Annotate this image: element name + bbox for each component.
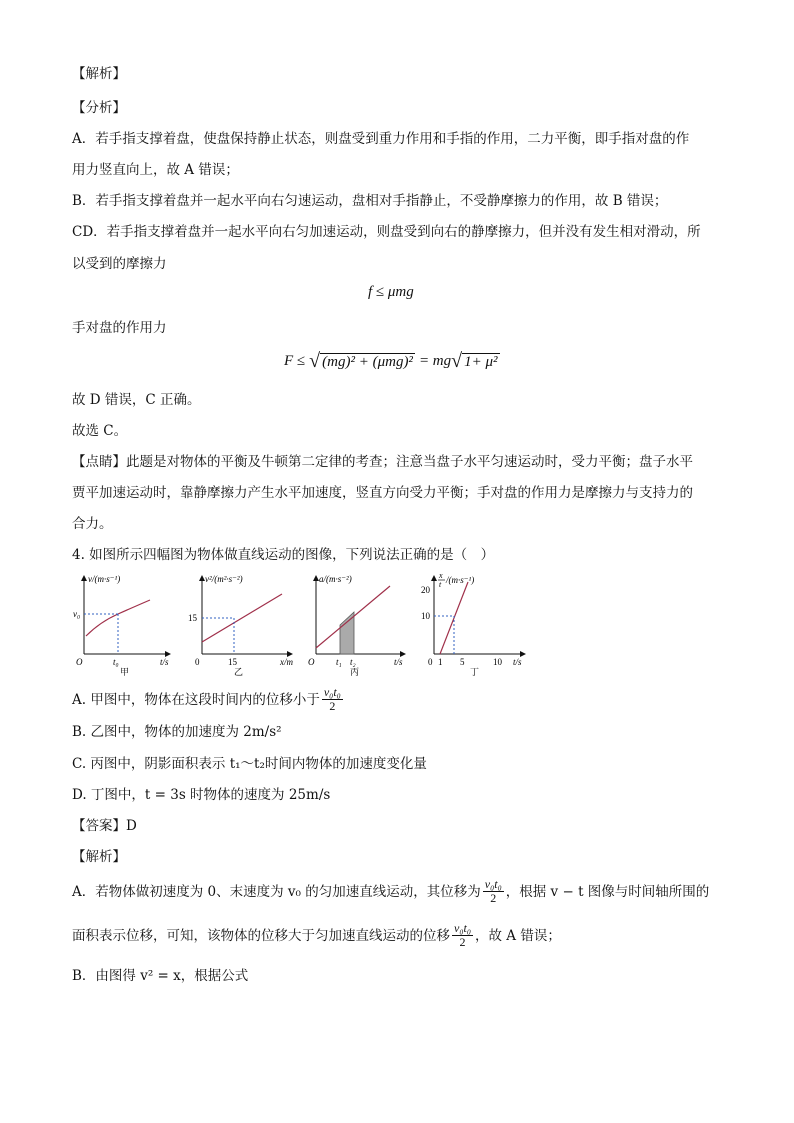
text-jiexi: 【解析】 xyxy=(72,66,126,82)
ding-name: 丁 xyxy=(470,667,480,677)
ding-ytick10: 10 xyxy=(421,611,430,621)
text-a-line2: 用力竖直向上，故 A 错误； xyxy=(72,162,239,178)
jia-xlabel: t/s xyxy=(160,657,169,667)
text-choose: 故选 C。 xyxy=(72,423,128,439)
option-a-num: v₀t₀ xyxy=(323,685,341,699)
jia-origin: O xyxy=(76,657,83,667)
bing-t2: t₂ xyxy=(350,657,356,667)
graph-bing xyxy=(308,574,405,677)
graph-yi xyxy=(188,574,293,677)
text-dianjing-line2: 贾平加速运动时，靠静摩擦力产生水平加速度，竖直方向受力平衡；手对盘的作用力是摩擦力与支持力的 xyxy=(72,485,693,501)
exp-a1-post: ，根据 v − t 图像与时间轴所围的 xyxy=(505,883,710,900)
option-a-den: 2 xyxy=(329,699,336,713)
ding-yfrac-den: t xyxy=(439,580,442,589)
jia-x0: t₀ xyxy=(113,657,119,667)
jia-y0: v₀ xyxy=(73,609,81,619)
bing-origin: O xyxy=(308,657,315,667)
exp-a1-num: v₀t₀ xyxy=(484,877,502,891)
eq2-left: F ≤ xyxy=(284,353,306,369)
ding-xt5: 5 xyxy=(460,657,465,667)
ding-xlabel: t/s xyxy=(513,657,522,667)
option-b: B. 乙图中，物体的加速度为 2m/s² xyxy=(72,724,282,740)
option-a-text: A. 甲图中，物体在这段时间内的位移小于 xyxy=(72,691,320,708)
yi-name: 乙 xyxy=(234,667,244,677)
text-jiexi-2: 【解析】 xyxy=(72,849,126,865)
bing-ylabel: a/(m·s⁻²) xyxy=(319,574,352,584)
exp-a2-post: ，故 A 错误； xyxy=(475,927,561,944)
exp-a1-den: 2 xyxy=(490,891,497,905)
text-dianjing-line1: 【点睛】此题是对物体的平衡及牛顿第二定律的考查；注意当盘子水平匀速运动时，受力平衡；盘子水平 xyxy=(72,454,693,470)
ding-xt1: 1 xyxy=(438,657,443,667)
eq2-radicand: (mg)² + (μmg)² xyxy=(322,353,413,370)
exp-a1-fraction xyxy=(483,878,504,905)
text-cd-line2: 以受到的摩擦力 xyxy=(72,256,167,272)
answer: 【答案】D xyxy=(72,818,137,834)
yi-ytick: 15 xyxy=(188,613,197,623)
eq2-radicand-2: 1+ μ² xyxy=(464,353,498,370)
q4-graphs xyxy=(0,570,794,680)
explanation-b: B．由图得 v² = x，根据公式 xyxy=(72,968,249,984)
explanation-a-line2 xyxy=(72,922,561,949)
exp-a2-num: v₀t₀ xyxy=(454,921,472,935)
option-d: D. 丁图中，t = 3s 时物体的速度为 25m/s xyxy=(72,787,331,803)
yi-xtick: 15 xyxy=(228,657,237,667)
ding-xt10: 10 xyxy=(493,657,502,667)
exp-a2-den: 2 xyxy=(459,935,466,949)
yi-origin: 0 xyxy=(195,657,200,667)
question-4-stem: 4. 如图所示四幅图为物体做直线运动的图像，下列说法正确的是（ ） xyxy=(72,547,495,563)
exp-a1-pre: A．若物体做初速度为 0、末速度为 v₀ 的匀加速直线运动，其位移为 xyxy=(72,883,481,900)
text-fenxi: 【分析】 xyxy=(72,100,126,116)
text-cd-line1: CD．若手指支撑着盘并一起水平向右匀加速运动，则盘受到向右的静摩擦力，但并没有发生相对滑动，所 xyxy=(72,224,701,240)
eq2-mid: = mg xyxy=(418,353,452,369)
ding-ytick20: 20 xyxy=(421,585,430,595)
exp-a2-fraction xyxy=(452,922,473,949)
graph-ding xyxy=(421,571,525,677)
text-dianjing-line3: 合力。 xyxy=(72,516,113,532)
option-a-fraction xyxy=(322,686,343,713)
explanation-a-line1 xyxy=(72,878,709,905)
bing-xlabel: t/s xyxy=(394,657,403,667)
graph-jia xyxy=(73,574,170,677)
text-a-line1: A．若手指支撑着盘，使盘保持静止状态，则盘受到重力作用和手指的作用，二力平衡，即手指对盘的作 xyxy=(72,131,690,147)
text-d-wrong: 故 D 错误，C 正确。 xyxy=(72,392,201,408)
yi-xlabel: x/m xyxy=(280,657,293,667)
text-b-line1: B．若手指支撑着盘并一起水平向右匀速运动，盘相对手指静止，不受静摩擦力的作用，故 B 错误； xyxy=(72,193,668,209)
ding-ylabel: /(m·s⁻¹) xyxy=(446,575,475,585)
ding-origin: 0 xyxy=(428,657,433,667)
exp-a2-pre: 面积表示位移，可知，该物体的位移大于匀加速直线运动的位移 xyxy=(72,927,450,944)
equation-resultant-force xyxy=(284,350,500,373)
jia-name: 甲 xyxy=(120,667,130,677)
radical-sign: √ xyxy=(309,350,321,372)
bing-t1: t₁ xyxy=(336,657,342,667)
equation-friction: f ≤ μmg xyxy=(368,284,414,300)
jia-ylabel: v/(m·s⁻¹) xyxy=(88,574,121,584)
text-hand-force: 手对盘的作用力 xyxy=(72,320,167,336)
yi-ylabel: v²/(m²·s⁻²) xyxy=(205,574,243,584)
option-c: C. 丙图中，阴影面积表示 t₁～t₂时间内物体的加速度变化量 xyxy=(72,756,427,772)
bing-name: 丙 xyxy=(350,667,360,677)
option-a xyxy=(72,686,345,713)
radical-sign-2: √ xyxy=(451,350,463,372)
ding-yfrac-num: x xyxy=(439,571,443,580)
